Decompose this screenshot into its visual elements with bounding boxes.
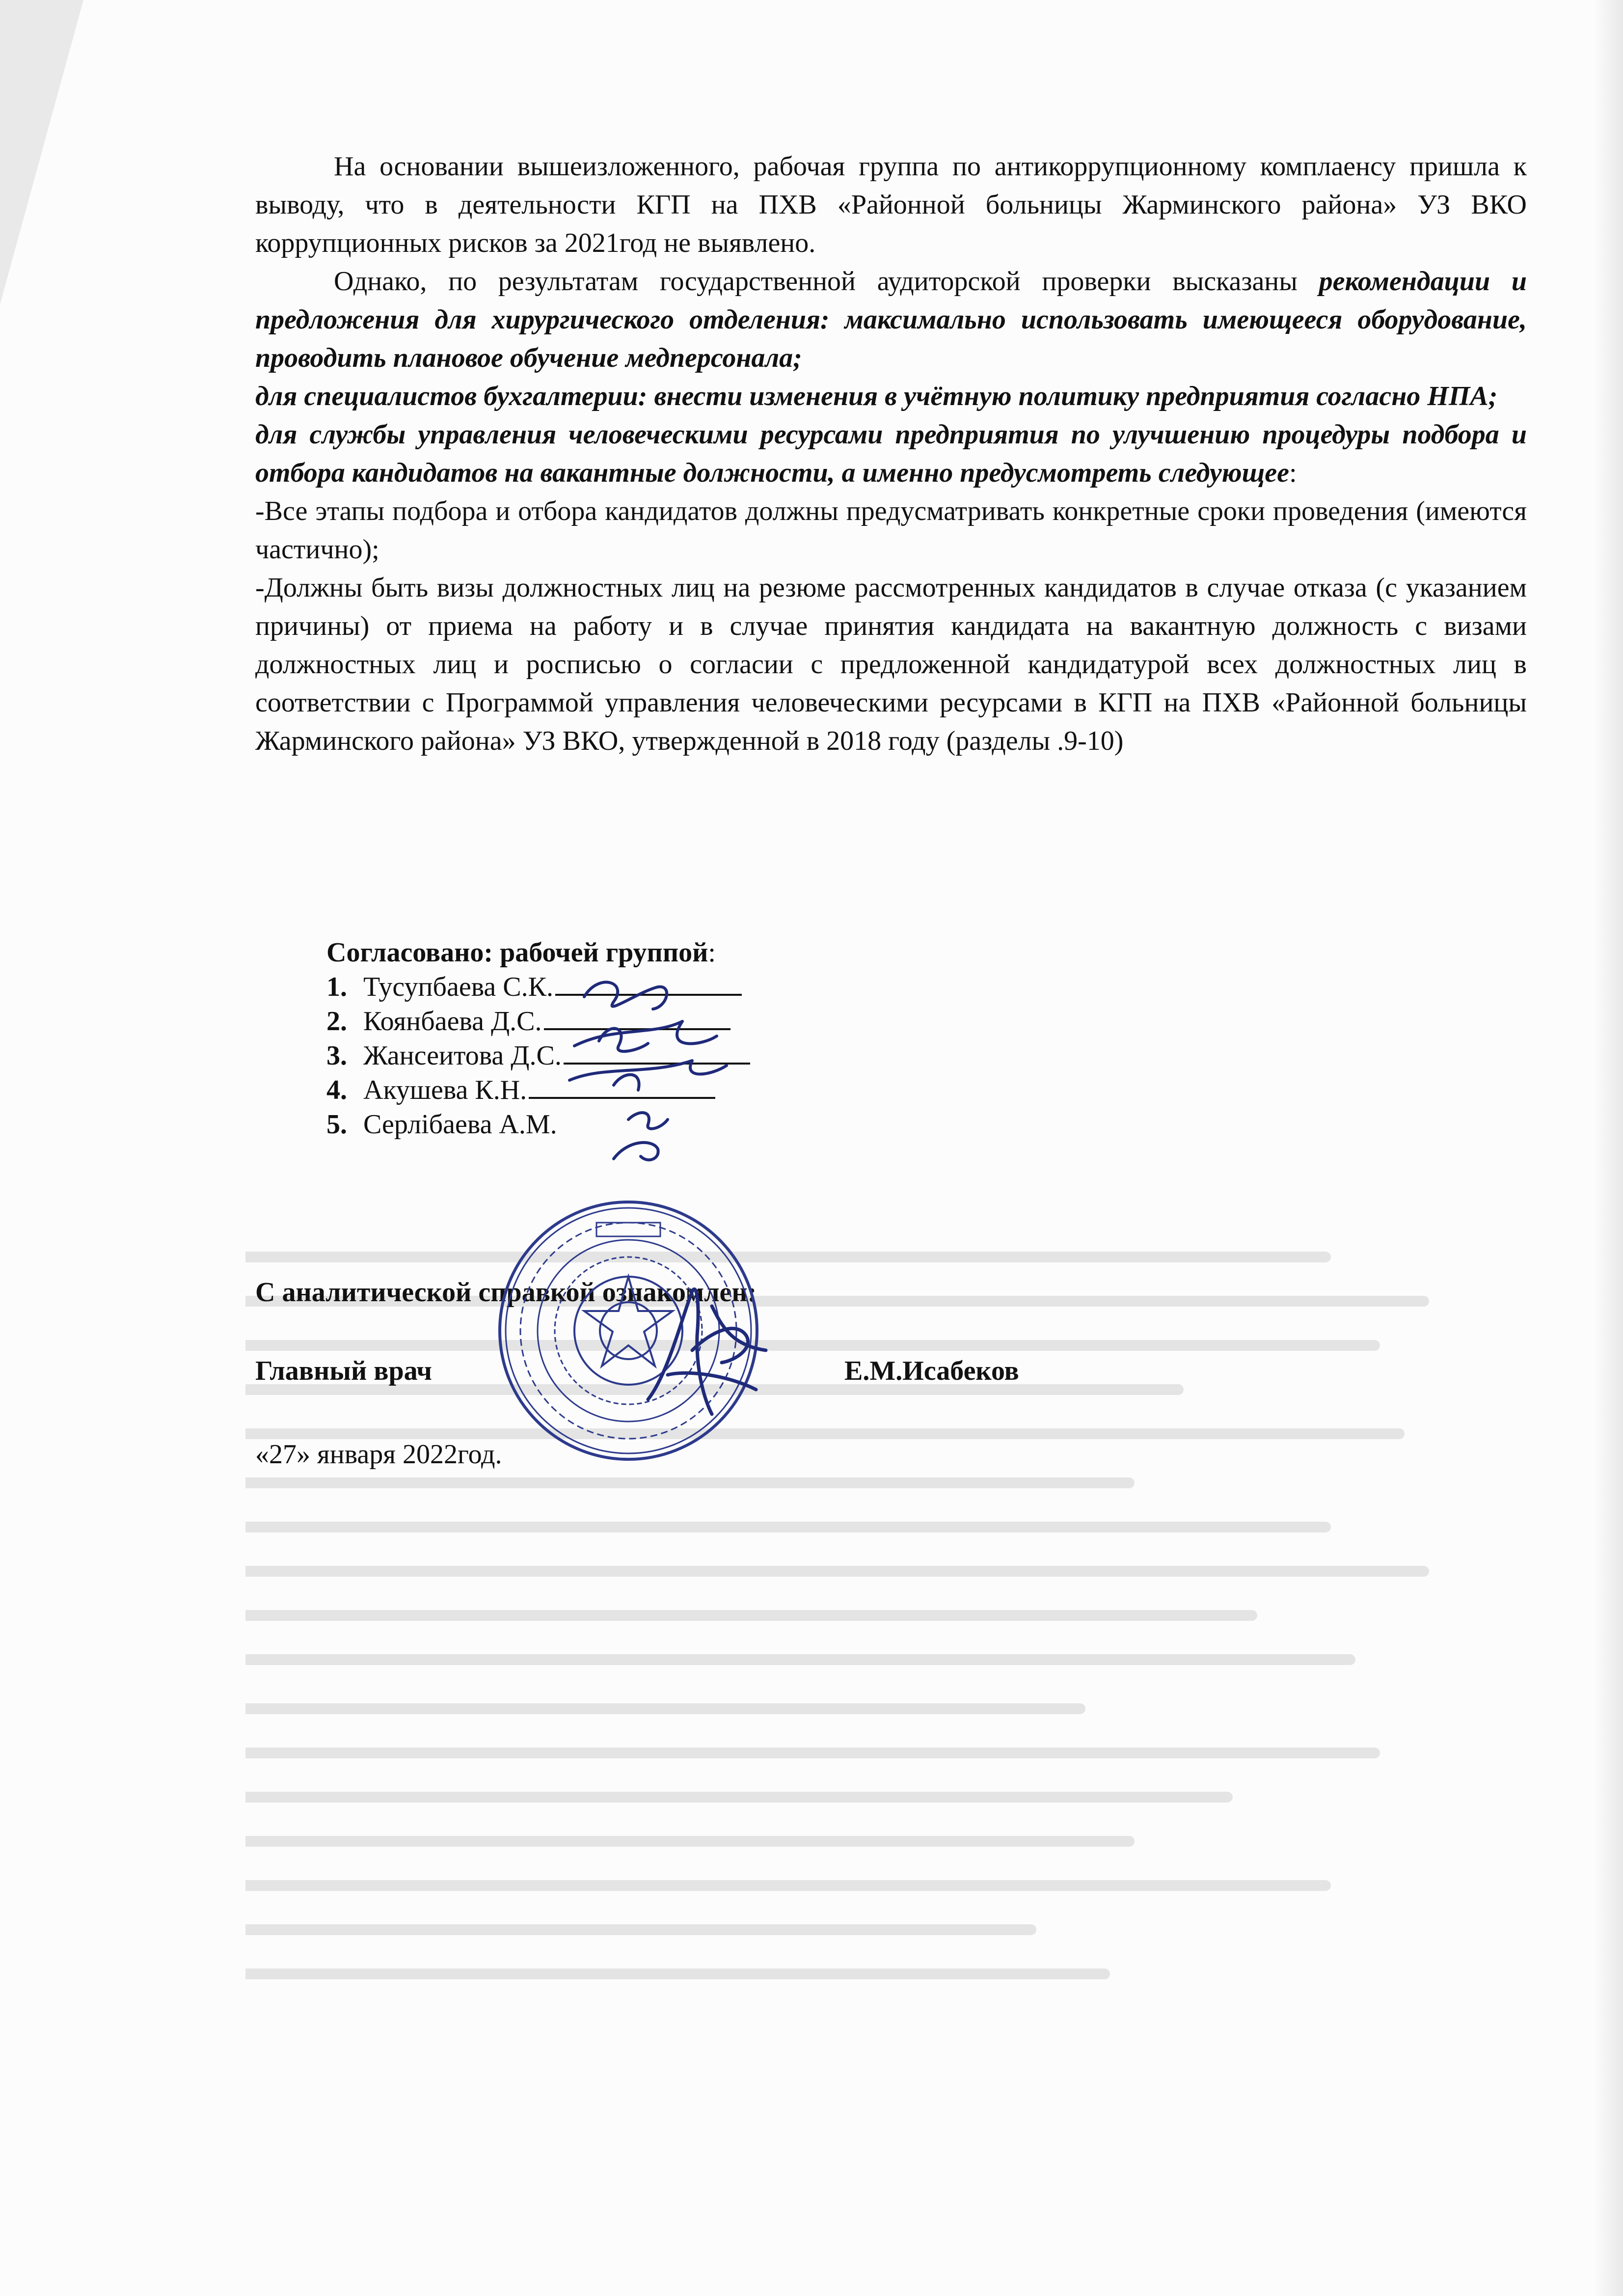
chief-signature [638,1277,785,1434]
member-name: Жансеитова Д.С. [363,1040,562,1071]
document-date: «27» января 2022год. [255,1439,502,1470]
member-number: 3. [326,1040,347,1071]
surgery-recommendation: рекомендации и предложения для хирургического отделения: максимально использовать имеющееся оборудование, проводить плановое обучение медперсонала; [255,266,1527,373]
page-edge-shadow [1594,0,1623,2296]
recommendations-paragraph [255,262,1527,377]
approval-title-colon: : [708,937,716,968]
approval-title: Согласовано: рабочей группой [326,937,708,968]
hr-recommendation-paragraph [255,415,1527,492]
member-name: Тусупбаева С.К. [363,972,553,1002]
chief-name: Е.М.Исабеков [844,1356,1019,1386]
member-number: 4. [326,1075,347,1105]
member-name: Серлібаева А.М. [363,1109,557,1140]
hr-item-deadlines: -Все этапы подбора и отбора кандидатов должны предусматривать конкретные сроки проведения (имеются частично); [255,496,1527,565]
member-name: Акушева К.Н. [363,1075,527,1105]
folded-corner [0,0,83,304]
conclusion-paragraph: На основании вышеизложенного, рабочая группа по антикоррупционному комплаенсу пришла к выводу, что в деятельности КГП на ПХВ «Районной больницы Жарминского района» УЗ ВКО коррупционных рисков за 2021год не выявлено. [255,151,1527,258]
hr-item-visas: -Должны быть визы должностных лиц на резюме рассмотренных кандидатов в случае отказа (с указанием причины) от приема на работу и в случае принятия кандидата на вакантную должность с визами должностных лиц и росписью о согласии с предложенной кандидатурой всех должностных лиц в соответствии с Программой управления человеческими ресурсами в КГП на ПХВ «Районной больницы Жарминского района» УЗ ВКО, утвержденной в 2018 году (разделы .9-10) [255,573,1527,756]
member-number: 2. [326,1006,347,1037]
recommendations-lead: Однако, по результатам государственной аудиторской проверки высказаны [334,266,1319,297]
main-text [255,147,1527,760]
member-number: 1. [326,972,347,1002]
member-number: 5. [326,1109,347,1140]
hr-recommendation: для службы управления человеческими ресурсами предприятия по улучшению процедуры подбора и отбора кандидатов на вакантные должности, а именно предусмотреть следующее [255,419,1527,488]
member-name: Коянбаева Д.С. [363,1006,542,1037]
member-signatures [555,962,761,1169]
hr-recommendation-colon: : [1289,458,1297,488]
accounting-recommendation: для специалистов бухгалтерии: внести изменения в учётную политику предприятия согласно НПА; [255,381,1498,411]
chief-role: Главный врач [255,1356,432,1386]
acquainted-heading: С аналитической справкой ознакомлен: [255,1277,757,1308]
